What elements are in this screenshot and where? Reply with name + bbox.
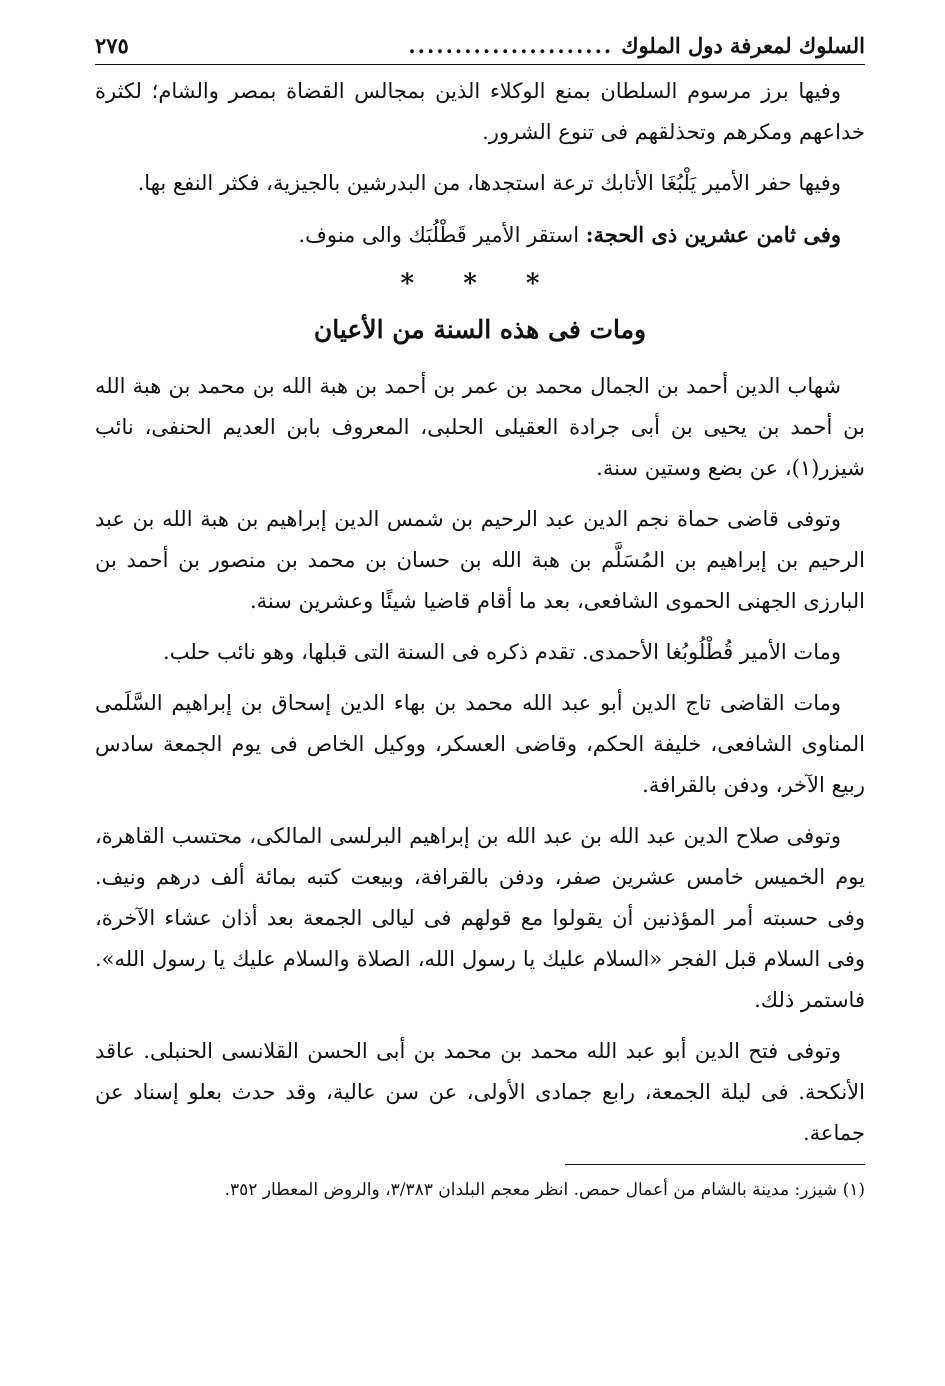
paragraph-text: استقر الأمير قَطْلُبَك والى منوف. — [298, 223, 586, 247]
obituary-text: شهاب الدين أحمد بن الجمال محمد بن عمر بن أحمد بن هبة الله بن محمد بن هبة الله بن أحمد بن يحيى بن أبى جرادة العقيلى الحلبى، المعروف بابن العديم الحنفى، نائب شيزر(١)، عن بضع وستين سنة. — [95, 374, 865, 480]
obituary-entry — [95, 683, 865, 806]
obituary-entry — [95, 1031, 865, 1154]
book-page — [95, 30, 865, 1207]
running-title: السلوك لمعرفة دول الملوك — [621, 33, 865, 58]
footnote-divider — [565, 1164, 865, 1165]
section-title: ومات فى هذه السنة من الأعيان — [313, 315, 647, 344]
date-lead: وفى ثامن عشرين ذى الحجة: — [585, 222, 841, 247]
obituary-text: وتوفى قاضى حماة نجم الدين عبد الرحيم بن شمس الدين إبراهيم بن هبة الله بن عبد الرحيم بن إبراهيم بن المُسَلَّم بن هبة الله بن حسان بن محمد بن منصور بن أحمد بن البارزى الجهنى الحموى الشافعى، بعد ما أقام قاضيا شيئًا وعشرين سنة. — [95, 507, 865, 613]
section-separator: * * * — [400, 269, 560, 299]
obituary-entry — [95, 816, 865, 1021]
header-dots: ...................... — [408, 33, 614, 58]
obituary-entry — [95, 366, 865, 489]
obituary-text: وتوفى صلاح الدين عبد الله بن عبد الله بن إبراهيم البرلسى المالكى، محتسب القاهرة، يوم الخميس خامس عشرين صفر، ودفن بالقرافة، وبيعت كتبه بمائة ألف درهم ونيف. وفى حسبته أمر المؤذنين أن يقولوا مع قولهم فى ليالى الجمعة بعد أذان عشاء الآخرة، وفى السلام قبل الفجر «السلام عليك يا رسول الله، الصلاة والسلام عليك يا رسول الله». فاستمر ذلك. — [95, 824, 865, 1012]
obituary-text: ومات القاضى تاج الدين أبو عبد الله محمد بن بهاء الدين إسحاق بن إبراهيم السَّلَمى المناوى الشافعى، خليفة الحكم، وقاضى العسكر، ووكيل الخاص فى يوم الجمعة سادس ربيع الآخر، ودفن بالقرافة. — [95, 691, 865, 797]
paragraph-appointment — [95, 214, 865, 256]
paragraph-text: وفيها برز مرسوم السلطان بمنع الوكلاء الذين بمجالس القضاة بمصر والشام؛ لكثرة خداعهم ومكرهم وتحذلقهم فى تنوع الشرور. — [95, 79, 865, 144]
paragraph-canal — [95, 163, 865, 204]
obituary-text: ومات الأمير قُطْلُوبُغا الأحمدى. تقدم ذكره فى السنة التى قبلها، وهو نائب حلب. — [163, 640, 841, 664]
paragraph-decree — [95, 71, 865, 153]
obituary-entry — [95, 632, 865, 673]
obituary-text: وتوفى فتح الدين أبو عبد الله محمد بن محمد بن أبى الحسن القلانسى الحنبلى. عاقد الأنكحة. فى ليلة الجمعة، رابع جمادى الأولى، عن سن عالية، وقد حدث بعلو إسناد عن جماعة. — [95, 1039, 865, 1145]
page-number: ٢٧٥ — [95, 33, 129, 58]
paragraph-text: وفيها حفر الأمير يَلْبُغَا الأتابك ترعة استجدها، من البدرشين بالجيزية، فكثر النفع بها. — [137, 171, 841, 195]
obituary-entry — [95, 499, 865, 622]
footnote-text: (١) شيزر: مدينة بالشام من أعمال حمص. انظر معجم البلدان ٣/٣٨٣، والروض المعطار ٣٥٢. — [224, 1180, 865, 1200]
page-header — [95, 30, 865, 65]
footnote — [95, 1173, 865, 1207]
